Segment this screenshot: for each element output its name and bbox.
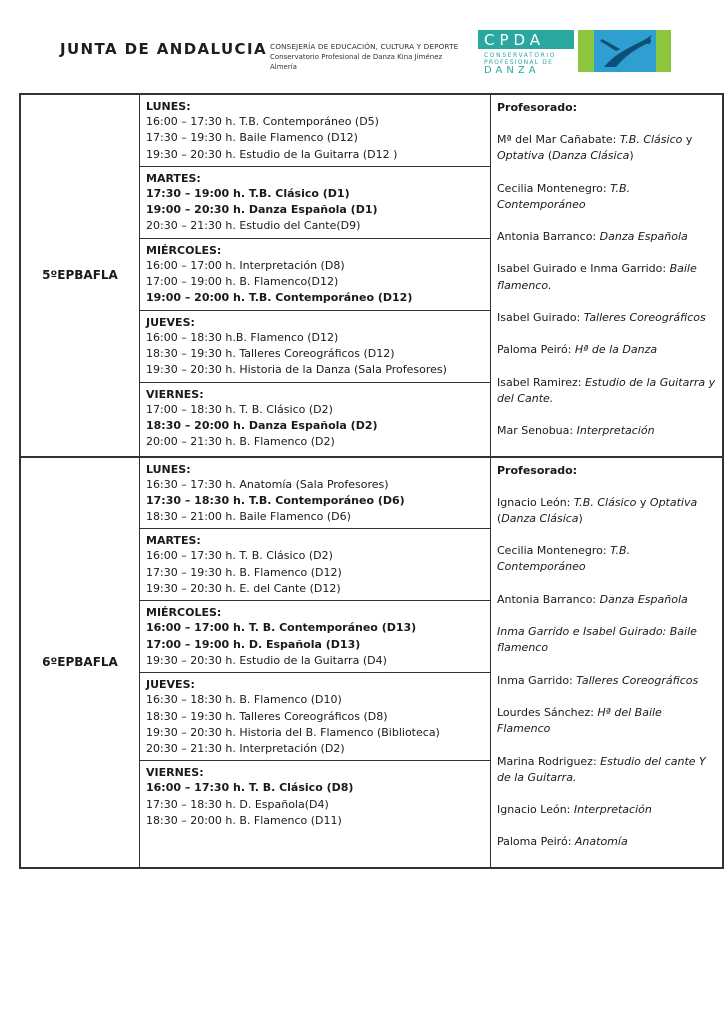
day-block xyxy=(140,761,490,832)
teacher-name: Cecilia Montenegro: xyxy=(497,181,611,195)
teacher-name: Antonia Barranco: xyxy=(497,230,600,244)
teacher-name: Cecilia Montenegro: xyxy=(497,544,611,558)
teacher-name: Mª del Mar Cañabate: xyxy=(497,133,620,146)
consejeria-line: CONSEJERÍA DE EDUCACIÓN, CULTURA Y DEPORTE xyxy=(270,42,459,51)
time-slot: 16:00 – 17:00 h. T. B. Contemporáneo (D13) xyxy=(146,621,417,635)
teacher-name: Lourdes Sánchez: xyxy=(497,705,598,719)
teacher-name: Ignacio León: xyxy=(497,495,574,509)
time-slot: 17:30 – 19:00 h. T.B. Clásico (D1) xyxy=(146,186,350,200)
teacher-subject: Danza Clásica xyxy=(501,511,579,525)
teacher-name: Paloma Peiró: xyxy=(497,343,575,357)
time-slot: 16:00 – 17:30 h. T. B. Clásico (D2) xyxy=(146,549,333,563)
teacher-subject: T.B. Clásico xyxy=(619,133,683,146)
teacher-name: Inma Garrido: xyxy=(497,673,577,687)
teacher-entry xyxy=(497,495,718,528)
teacher-entry xyxy=(497,342,718,358)
teacher-entry xyxy=(497,834,718,850)
teacher-subject: Danza Española xyxy=(599,592,688,606)
teacher-subject: T.B. Clásico xyxy=(573,495,637,509)
teacher-subject: Interpretación xyxy=(573,803,652,817)
teacher-name: Isabel Guirado: xyxy=(497,311,584,325)
teacher-name: Ignacio León: xyxy=(497,803,574,817)
day-block xyxy=(140,458,490,530)
day-block xyxy=(140,673,490,761)
teacher-subject: Danza Clásica xyxy=(552,149,630,163)
teacher-entry xyxy=(497,802,718,818)
logo-cpda-text: CPDA xyxy=(484,31,546,49)
time-slot: 18:30 – 19:30 h. Talleres Coreográficos (D12) xyxy=(146,346,395,360)
teacher-name: ) xyxy=(629,149,634,163)
svg-text:PROFESIONAL DE: PROFESIONAL DE xyxy=(484,59,554,66)
time-slot: 17:00 – 18:30 h. T. B. Clásico (D2) xyxy=(146,402,333,416)
day-name: MIÉRCOLES: xyxy=(146,243,222,257)
time-slot: 17:30 – 19:30 h. B. Flamenco (D12) xyxy=(146,565,342,579)
teacher-subject: T.B. Contemporáneo xyxy=(497,181,631,211)
teacher-name: Marina Rodriguez: xyxy=(497,754,601,768)
time-slot: 17:00 – 19:00 h. D. Española (D13) xyxy=(146,637,361,651)
day-block xyxy=(140,383,490,454)
time-slot: 17:00 – 19:00 h. B. Flamenco(D12) xyxy=(146,275,339,289)
day-name: JUEVES: xyxy=(146,315,195,329)
teacher-name: ) xyxy=(578,511,583,525)
teacher-subject: Talleres Coreográficos xyxy=(576,673,699,687)
time-slot: 19:30 – 20:30 h. Estudio de la Guitarra (D4) xyxy=(146,653,387,667)
teacher-subject: Hª de la Danza xyxy=(574,343,658,357)
teacher-name: ( xyxy=(497,511,502,525)
city-line: Almería xyxy=(270,63,297,71)
day-name: MIÉRCOLES: xyxy=(146,606,222,620)
teacher-name: y xyxy=(636,495,650,509)
teacher-entry xyxy=(497,592,718,608)
teacher-entry xyxy=(497,261,718,294)
schedule-table xyxy=(19,93,724,869)
teacher-subject: Interpretación xyxy=(576,424,655,438)
time-slot: 18:30 – 21:00 h. Baile Flamenco (D6) xyxy=(146,510,351,524)
teacher-entry xyxy=(497,181,718,214)
time-slot: 18:30 – 20:00 h. B. Flamenco (D11) xyxy=(146,814,342,828)
teacher-entry xyxy=(497,423,718,439)
junta-de-andalucia-title: JUNTA DE ANDALUCIA xyxy=(60,40,267,58)
course-row xyxy=(20,457,723,868)
time-slot: 18:30 – 20:00 h. Danza Española (D2) xyxy=(146,418,378,432)
time-slot: 16:30 – 17:30 h. Anatomía (Sala Profesores) xyxy=(146,477,389,491)
teacher-entry xyxy=(497,673,718,689)
course-name: 5ºEPBAFLA xyxy=(20,94,140,457)
teacher-subject: Estudio del cante Y de la Guitarra. xyxy=(497,754,706,784)
teachers-title: Profesorado: xyxy=(497,463,578,477)
teacher-subject: Hª del Baile Flamenco xyxy=(497,705,662,736)
teacher-entry xyxy=(497,624,718,657)
svg-text:DANZA: DANZA xyxy=(484,65,540,75)
time-slot: 16:00 – 17:00 h. Interpretación (D8) xyxy=(146,258,345,272)
teacher-subject: T.B. Contemporáneo xyxy=(497,544,631,574)
day-block xyxy=(140,311,490,383)
teacher-subject: Talleres Coreográficos xyxy=(583,311,706,325)
time-slot: 20:30 – 21:30 h. Estudio del Cante(D9) xyxy=(146,219,361,233)
time-slot: 16:00 – 17:30 h. T. B. Clásico (D8) xyxy=(146,781,354,795)
teacher-name: Isabel Ramirez: xyxy=(497,375,585,389)
day-name: VIERNES: xyxy=(146,387,204,401)
time-slot: 16:00 – 17:30 h. T.B. Contemporáneo (D5) xyxy=(146,115,379,128)
day-name: LUNES: xyxy=(146,100,191,113)
teacher-name: ( xyxy=(544,149,553,163)
teacher-entry xyxy=(497,543,718,576)
conservatorio-line: Conservatorio Profesional de Danza Kina Jiménez xyxy=(270,53,443,61)
time-slot: 16:30 – 18:30 h. B. Flamenco (D10) xyxy=(146,693,342,707)
time-slot: 17:30 – 18:30 h. T.B. Contemporáneo (D6) xyxy=(146,493,405,507)
day-name: MARTES: xyxy=(146,171,201,185)
time-slot: 20:30 – 21:30 h. Interpretación (D2) xyxy=(146,742,345,756)
teacher-entry xyxy=(497,229,718,245)
day-block xyxy=(140,239,490,311)
day-block xyxy=(140,95,490,167)
days-column xyxy=(140,457,491,868)
teacher-entry xyxy=(497,132,718,165)
teacher-entry xyxy=(497,310,718,326)
teacher-subject: Danza Española xyxy=(599,230,688,244)
teacher-subject: Anatomía xyxy=(574,835,628,849)
day-name: MARTES: xyxy=(146,534,201,548)
day-block xyxy=(140,601,490,673)
teacher-subject: Optativa xyxy=(497,149,545,163)
day-block xyxy=(140,529,490,601)
teacher-name: y xyxy=(682,133,693,146)
day-name: LUNES: xyxy=(146,462,191,476)
teachers-title: Profesorado: xyxy=(497,101,578,114)
teachers-column xyxy=(491,457,724,868)
time-slot: 16:00 – 18:30 h.B. Flamenco (D12) xyxy=(146,330,339,344)
time-slot: 17:30 – 18:30 h. D. Española(D4) xyxy=(146,797,329,811)
time-slot: 18:30 – 19:30 h. Talleres Coreográficos (D8) xyxy=(146,709,388,723)
time-slot: 19:30 – 20:30 h. Historia de la Danza (Sala Profesores) xyxy=(146,363,447,377)
teacher-subject: Estudio de la Guitarra y del Cante. xyxy=(497,375,716,405)
course-row xyxy=(20,94,723,457)
teacher-name: Mar Senobua: xyxy=(497,424,577,438)
teacher-name: Paloma Peiró: xyxy=(497,835,575,849)
course-name: 6ºEPBAFLA xyxy=(20,457,140,868)
time-slot: 19:30 – 20:30 h. Historia del B. Flamenco (Biblioteca) xyxy=(146,725,440,739)
svg-text:CONSERVATORIO: CONSERVATORIO xyxy=(484,52,557,59)
time-slot: 19:30 – 20:30 h. Estudio de la Guitarra (D12 ) xyxy=(146,147,398,161)
day-name: VIERNES: xyxy=(146,766,204,780)
day-block xyxy=(140,167,490,239)
teacher-name: Antonia Barranco: xyxy=(497,592,600,606)
time-slot: 17:30 – 19:30 h. Baile Flamenco (D12) xyxy=(146,131,358,145)
days-column xyxy=(140,94,491,457)
teacher-subject: Baile flamenco. xyxy=(497,262,697,292)
time-slot: 20:00 – 21:30 h. B. Flamenco (D2) xyxy=(146,435,335,449)
teacher-subject: Inma Garrido e Isabel Guirado: Baile flamenco xyxy=(497,625,697,655)
teacher-name: Isabel Guirado e Inma Garrido: xyxy=(497,262,670,276)
teacher-entry xyxy=(497,754,718,787)
time-slot: 19:30 – 20:30 h. E. del Cante (D12) xyxy=(146,582,341,596)
teacher-entry xyxy=(497,375,718,408)
time-slot: 19:00 – 20:30 h. Danza Española (D1) xyxy=(146,203,378,217)
day-name: JUEVES: xyxy=(146,678,195,692)
teacher-subject: Optativa xyxy=(649,495,698,509)
teachers-column xyxy=(491,94,724,457)
teacher-entry xyxy=(497,705,718,738)
consejeria-block xyxy=(270,42,458,72)
cpda-logo xyxy=(476,27,673,75)
time-slot: 19:00 – 20:00 h. T.B. Contemporáneo (D12) xyxy=(146,291,413,305)
